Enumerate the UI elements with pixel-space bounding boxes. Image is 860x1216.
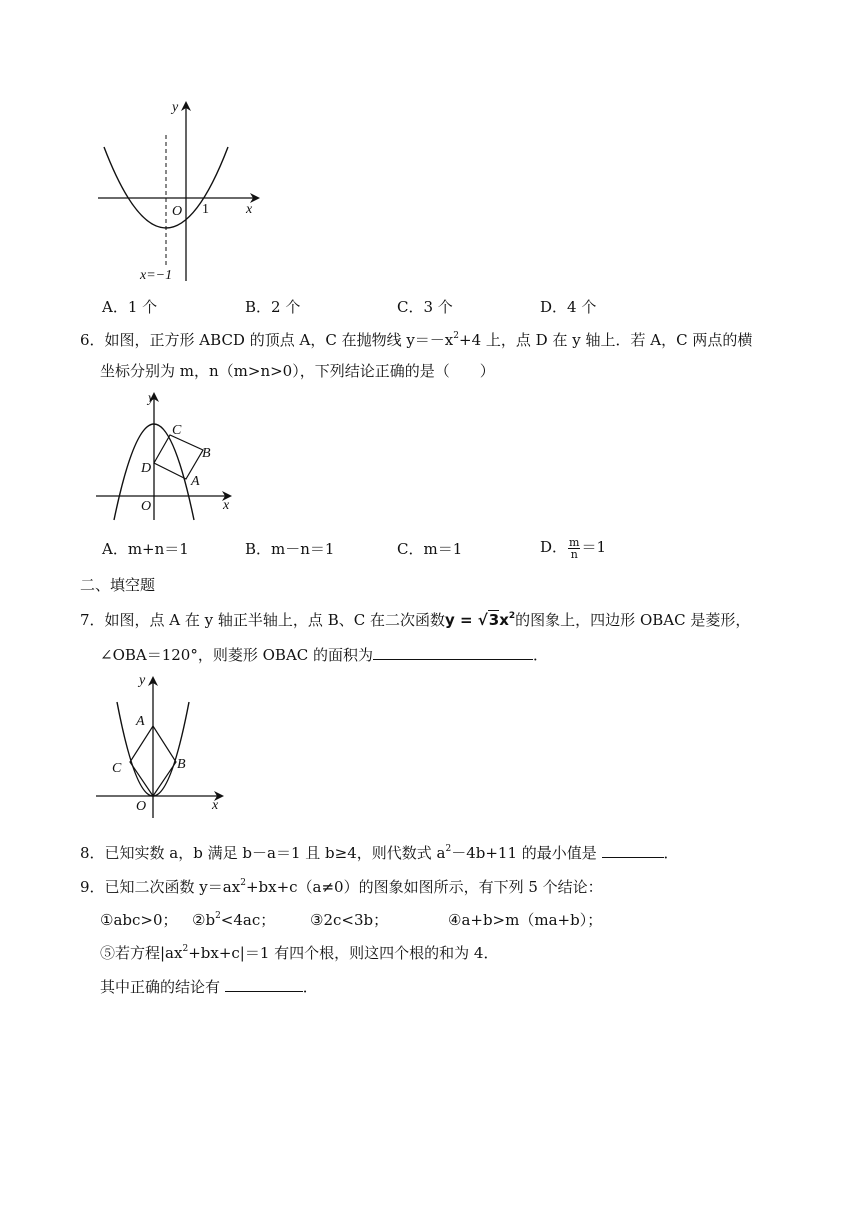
- q5-option-b: B．2 个: [245, 298, 301, 316]
- q5-option-a: A．1 个: [102, 298, 158, 316]
- svg-text:x: x: [223, 498, 230, 513]
- q6-line2: 坐标分别为 m，n（m>n>0），下列结论正确的是（ ）: [100, 362, 495, 380]
- q8: 8．已知实数 a，b 满足 b－a＝1 且 b≥4，则代数式 $a^2-4b+11$ 的最小值是 ．: [80, 844, 679, 862]
- svg-text:A: A: [136, 714, 145, 729]
- svg-text:A: A: [191, 474, 200, 489]
- y-label: y: [172, 100, 179, 115]
- q6-figure: [90, 390, 240, 525]
- svg-text:O: O: [141, 499, 152, 514]
- q9-conclusion-3: ③2c<3b；: [310, 911, 389, 929]
- q5-option-d: D．4 个: [540, 298, 597, 316]
- q9-line1: 9．已知二次函数 $y=ax^2+bx+c(a\ne 0)$的图象如图所示，有下列 5 个结论：: [80, 878, 603, 896]
- q5-option-c: C．3 个: [397, 298, 453, 316]
- axis-of-symmetry-label: x=−1: [140, 268, 173, 283]
- q9-conclusion-1: ①abc>0；: [100, 911, 178, 929]
- q7-line1: 7．如图，点 A 在 y 轴正半轴上，点 B、C 在二次函数$y = √3x^2$的图象上，四边形 OBAC 是菱形，: [80, 611, 751, 629]
- q5-figure: [90, 95, 270, 290]
- q9-conclusion-2: $②b^2<4ac$；: [192, 911, 276, 929]
- svg-text:C: C: [172, 423, 182, 438]
- q7-answer-blank: [373, 645, 533, 660]
- svg-text:C: C: [112, 761, 122, 776]
- q6-option-c: C．m＝1: [397, 540, 463, 558]
- q6-line1: 6．如图，正方形 ABCD 的顶点 A，C 在抛物线 $y=-x^2+4$ 上，点 D 在 y 轴上．若 A，C 两点的横: [80, 331, 753, 349]
- svg-text:B: B: [177, 757, 186, 772]
- x-label: x: [246, 202, 253, 217]
- square-abcd: [154, 435, 203, 479]
- origin-label: O: [172, 204, 183, 219]
- section-heading: 二、填空题: [80, 576, 156, 594]
- q8-answer-blank: [602, 843, 664, 858]
- q9-answer: 其中正确的结论有 ．: [100, 978, 318, 996]
- svg-text:O: O: [136, 799, 147, 814]
- q6-option-a: A．m+n＝1: [102, 540, 189, 558]
- q9-conclusion-5: ⑤若方程$|ax^2+bx+c|=1$ 有四个根，则这四个根的和为 4．: [100, 944, 499, 962]
- q7-line2: ∠OBA＝120°，则菱形 OBAC 的面积为 ．: [100, 646, 549, 664]
- svg-text:x: x: [212, 798, 219, 813]
- q9-answer-blank: [225, 977, 303, 992]
- svg-text:y: y: [148, 391, 155, 406]
- q9-conclusion-4: ④a+b>m（ma+b）；: [448, 911, 603, 929]
- q7-figure: [90, 672, 230, 822]
- one-label: 1: [202, 202, 209, 217]
- q6-option-b: B．m－n＝1: [245, 540, 335, 558]
- svg-text:D: D: [141, 461, 152, 476]
- svg-text:y: y: [139, 673, 146, 688]
- svg-text:B: B: [202, 446, 211, 461]
- q6-option-d: D． $\frac{m}{n}$ ＝1: [540, 535, 607, 561]
